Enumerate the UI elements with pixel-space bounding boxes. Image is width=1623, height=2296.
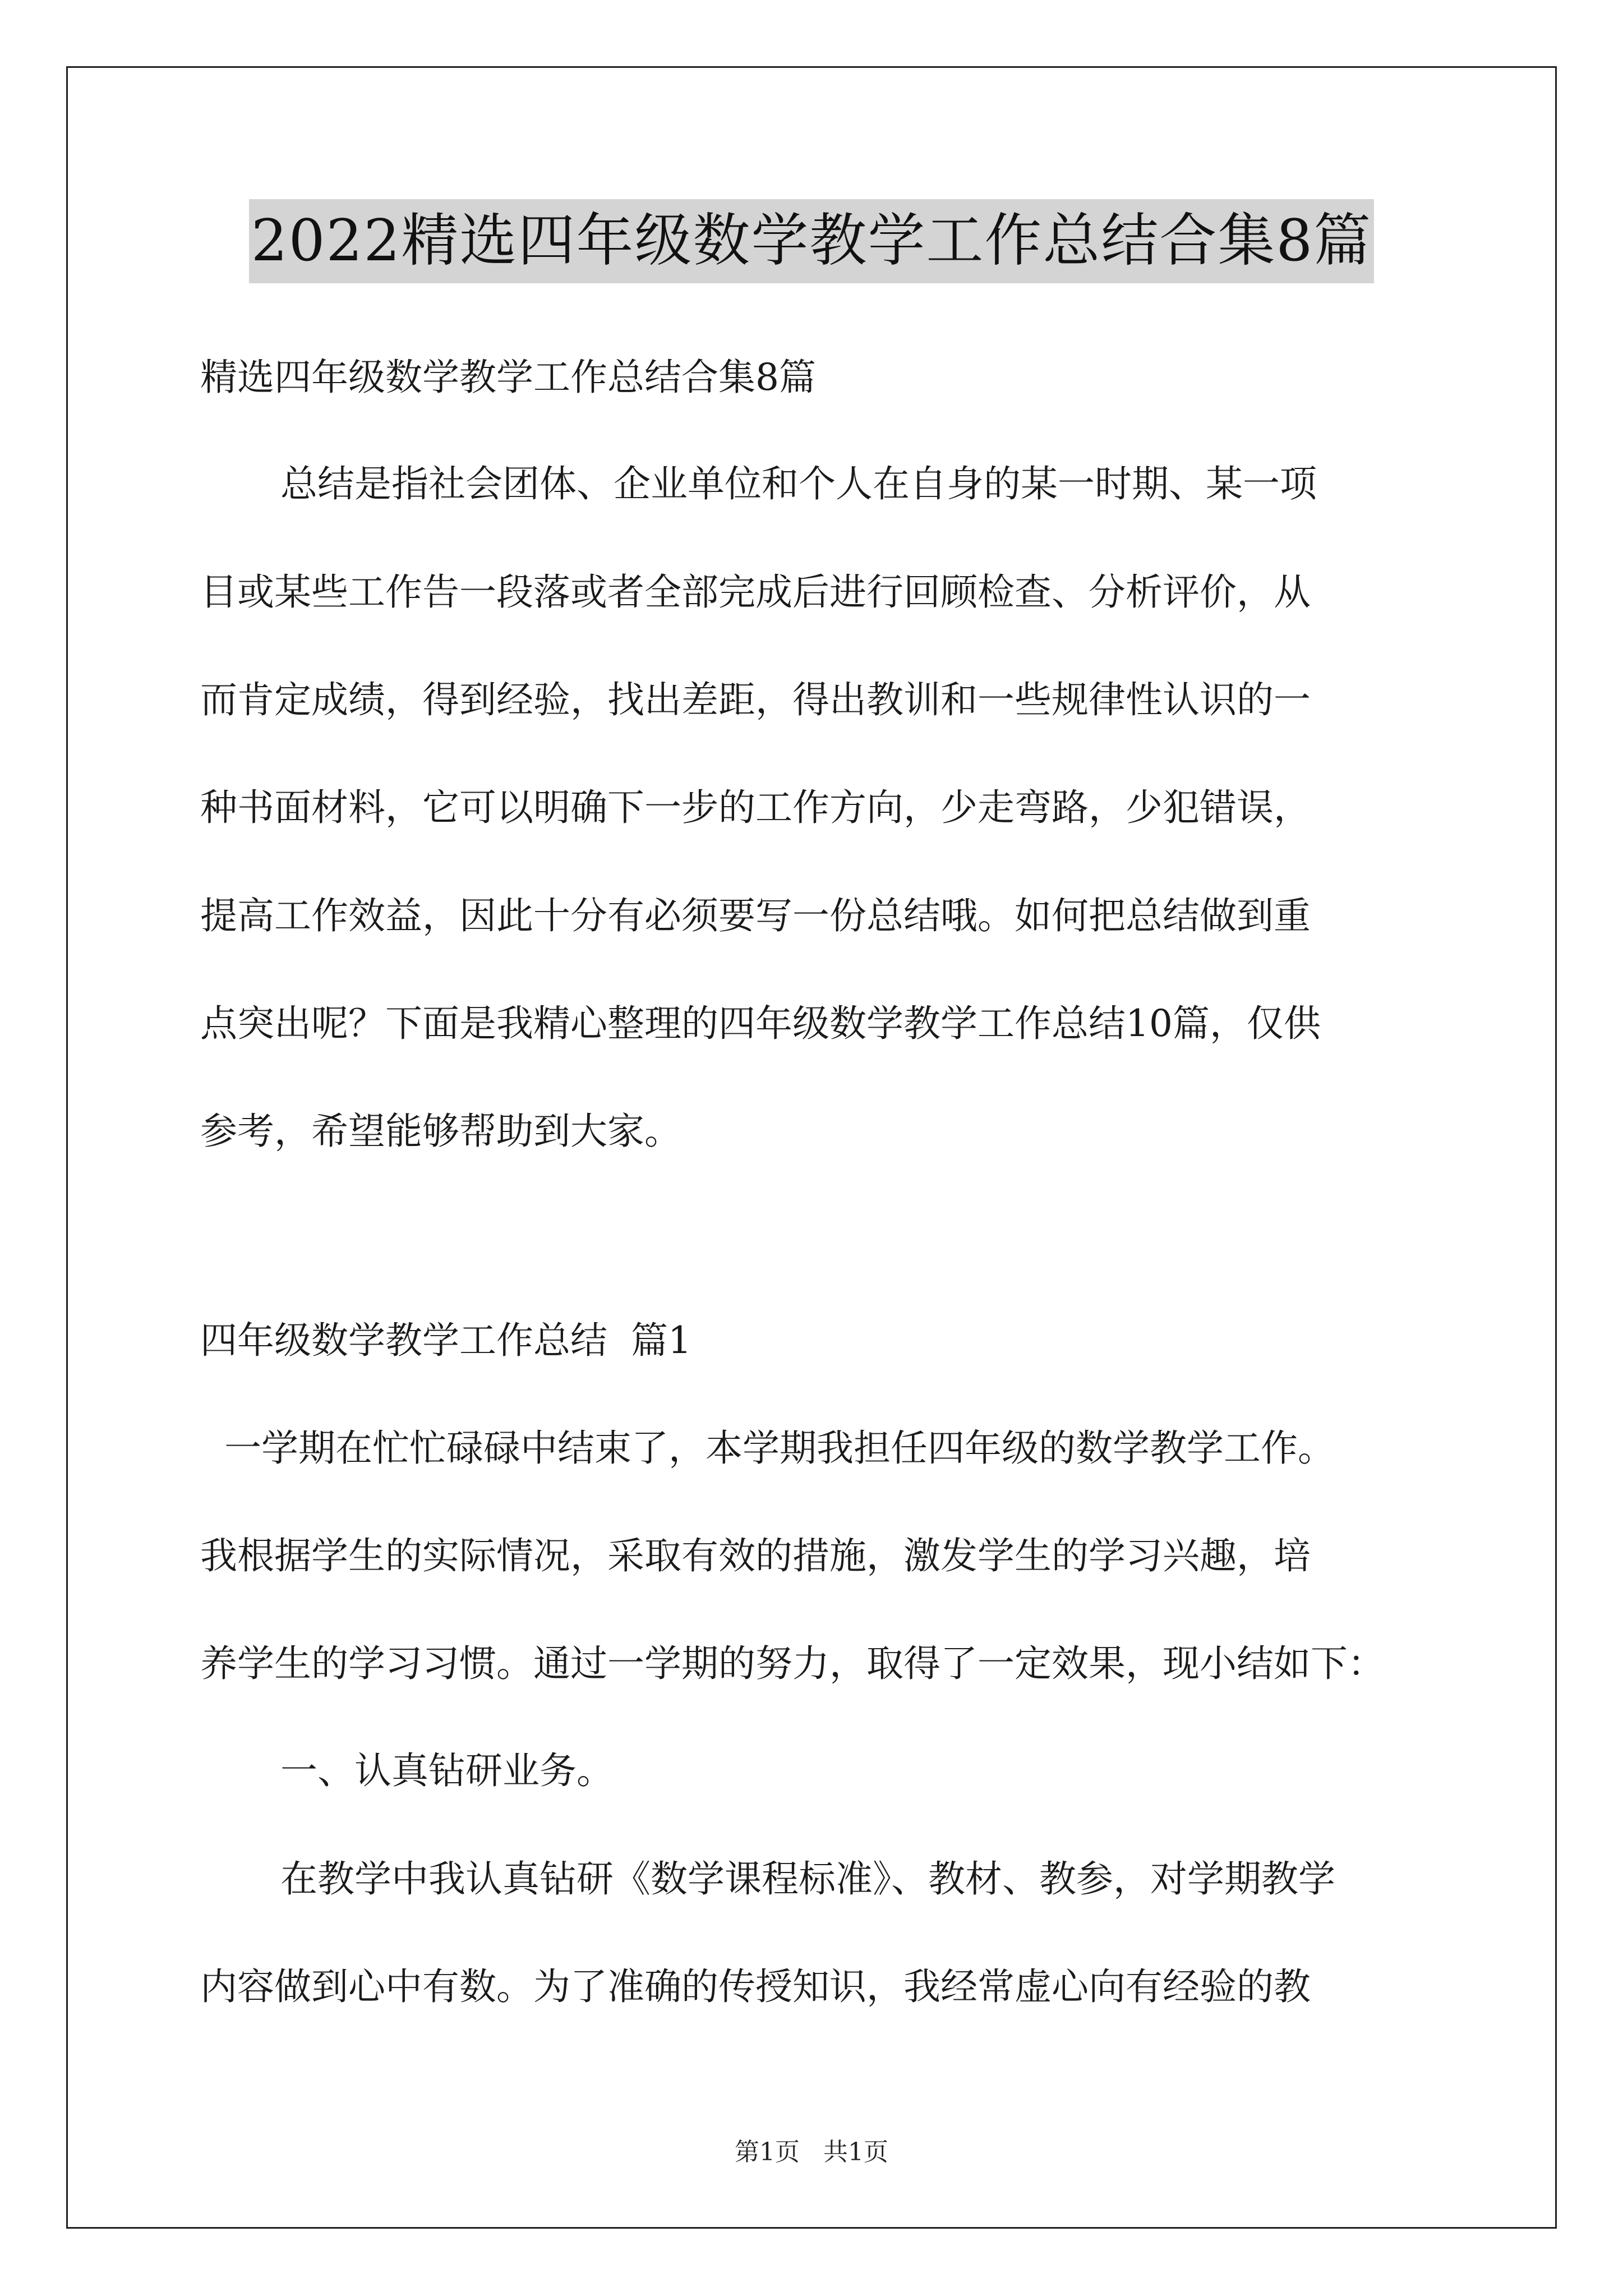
subtitle: 精选四年级数学教学工作总结合集8篇 bbox=[200, 356, 816, 399]
title-container bbox=[0, 199, 1623, 283]
page-number: 第1页 bbox=[735, 2138, 800, 2166]
intro-line-3: 而肯定成绩，得到经验，找出差距，得出教训和一些规律性认识的一 bbox=[200, 678, 1311, 721]
section1-line-1: 一学期在忙忙碌碌中结束了，本学期我担任四年级的数学教学工作。 bbox=[224, 1427, 1335, 1470]
point1-line-2: 内容做到心中有数。为了准确的传授知识，我经常虚心向有经验的教 bbox=[200, 1965, 1311, 2008]
section1-line-2: 我根据学生的实际情况，采取有效的措施，激发学生的学习兴趣，培 bbox=[200, 1534, 1311, 1577]
section1-line-3: 养学生的学习习惯。通过一学期的努力，取得了一定效果，现小结如下： bbox=[200, 1642, 1385, 1685]
intro-line-6: 点突出呢？下面是我精心整理的四年级数学教学工作总结10篇，仅供 bbox=[200, 1002, 1321, 1045]
page-footer bbox=[0, 2132, 1623, 2168]
section-heading-1: 四年级数学教学工作总结 篇1 bbox=[200, 1319, 691, 1362]
intro-line-4: 种书面材料，它可以明确下一步的工作方向，少走弯路，少犯错误， bbox=[200, 786, 1311, 829]
point1-line-1: 在教学中我认真钻研《数学课程标准》、教材、教参，对学期教学 bbox=[280, 1857, 1335, 1901]
page-total: 共1页 bbox=[823, 2138, 888, 2166]
document-title: 2022精选四年级数学教学工作总结合集8篇 bbox=[249, 199, 1374, 283]
point-heading-1: 一、认真钻研业务。 bbox=[280, 1749, 614, 1792]
intro-line-7: 参考，希望能够帮助到大家。 bbox=[200, 1110, 681, 1153]
intro-line-1: 总结是指社会团体、企业单位和个人在自身的某一时期、某一项 bbox=[280, 462, 1317, 505]
intro-line-5: 提高工作效益，因此十分有必须要写一份总结哦。如何把总结做到重 bbox=[200, 894, 1311, 937]
intro-line-2: 目或某些工作告一段落或者全部完成后进行回顾检查、分析评价，从 bbox=[200, 570, 1311, 614]
